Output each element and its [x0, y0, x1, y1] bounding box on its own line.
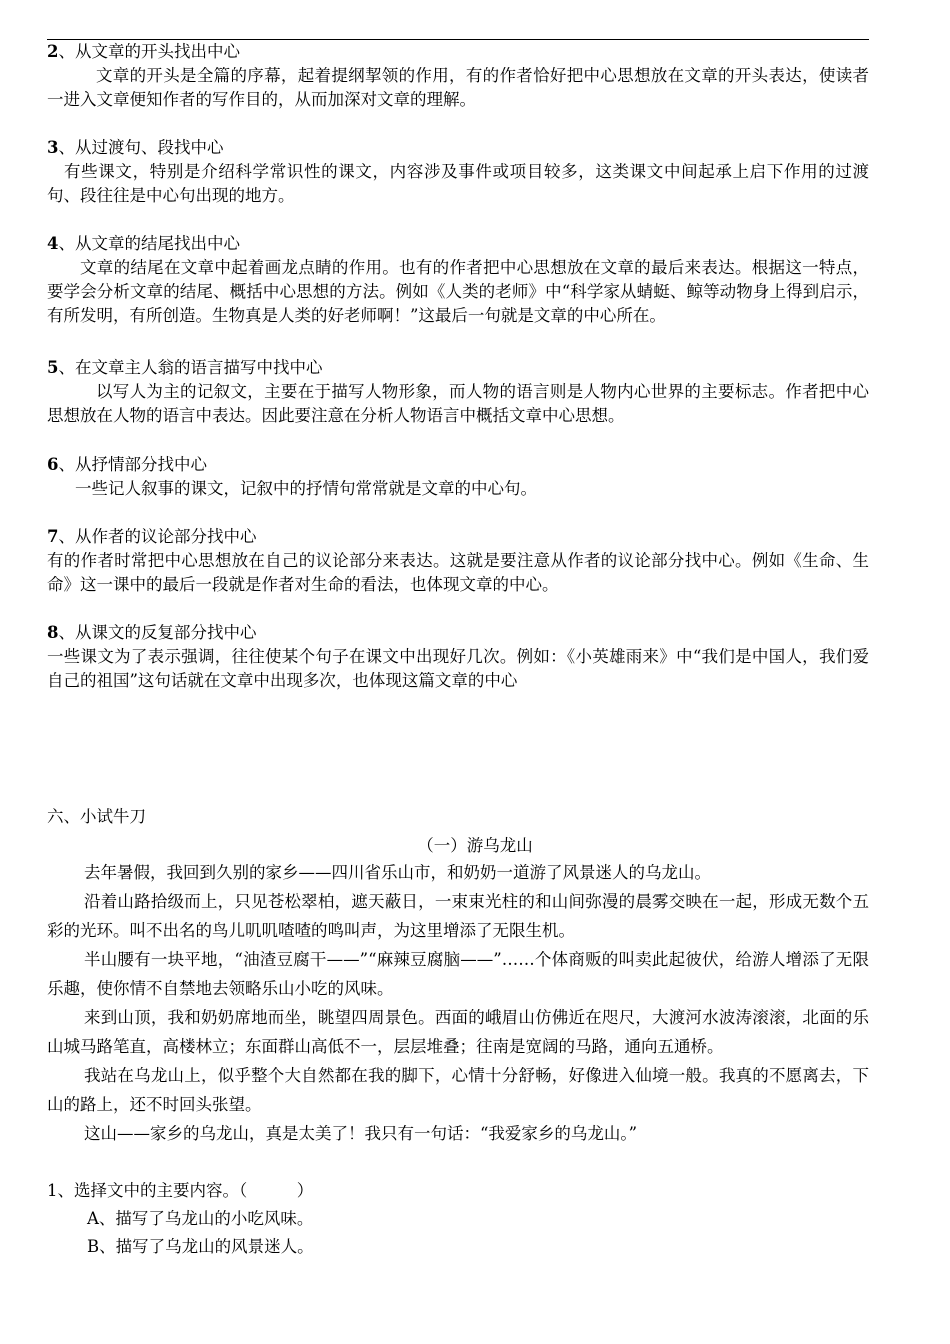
passage-paragraph: 半山腰有一块平地，“油渣豆腐干——”“麻辣豆腐脑——”……个体商贩的叫卖此起彼伏，给游人增添了无限乐趣，使你情不自禁地去领略乐山小吃的风味。 — [47, 950, 869, 998]
passage-paragraph: 去年暑假，我回到久别的家乡——四川省乐山市，和奶奶一道游了风景迷人的乌龙山。 — [84, 863, 711, 882]
passage-paragraph: 来到山顶，我和奶奶席地而坐，眺望四周景色。西面的峨眉山仿佛近在咫尺，大渡河水波涛滚滚，北面的乐山城马路笔直，高楼林立；东面群山高低不一，层层堆叠；往南是宽阔的马路，通向五通桥。 — [47, 1008, 869, 1056]
option-b[interactable]: B、描写了乌龙山的风景迷人。 — [87, 1237, 314, 1256]
question-text: 1、选择文中的主要内容。（ ） — [47, 1181, 314, 1200]
section-5 — [47, 356, 869, 428]
section-paragraph: 以写人为主的记叙文，主要在于描写人物形象，而人物的语言则是人物内心世界的主要标志。作者把中心思想放在人物的语言中表达。因此要注意在分析人物语言中概括文章中心思想。 — [47, 382, 869, 425]
passage-paragraph: 这山——家乡的乌龙山，真是太美了！我只有一句话：“我爱家乡的乌龙山。” — [84, 1124, 638, 1143]
option-a[interactable]: A、描写了乌龙山的小吃风味。 — [87, 1209, 314, 1228]
section-paragraph: 有些课文，特别是介绍科学常识性的课文，内容涉及事件或项目较多，这类课文中间起承上启下作用的过渡句、段往往是中心句出现的地方。 — [47, 162, 869, 205]
section-7 — [47, 525, 869, 597]
section-6 — [47, 453, 869, 501]
section-2 — [47, 40, 869, 112]
section-heading: 5、在文章主人翁的语言描写中找中心 — [47, 358, 323, 377]
section-8 — [47, 621, 869, 693]
question-block — [47, 1177, 869, 1261]
section-heading: 6、从抒情部分找中心 — [47, 455, 207, 474]
section-paragraph: 文章的结尾在文章中起着画龙点睛的作用。也有的作者把中心思想放在文章的最后来表达。根据这一特点，要学会分析文章的结尾、概括中心思想的方法。例如《人类的老师》中“科学家从蜻蜓、鲸等动物身上得到启示，有所发明，有所创造。生物真是人类的好老师啊！”这最后一句就是文章的中心所在。 — [47, 258, 869, 325]
section-paragraph: 有的作者时常把中心思想放在自己的议论部分来表达。这就是要注意从作者的议论部分找中心。例如《生命、生命》这一课中的最后一段就是作者对生命的看法，也体现文章的中心。 — [47, 551, 869, 594]
passage-title: （一）游乌龙山 — [417, 836, 533, 855]
section-paragraph: 一些课文为了表示强调，往往使某个句子在课文中出现好几次。例如：《小英雄雨来》中“我们是中国人，我们爱自己的祖国”这句话就在文章中出现多次，也体现这篇文章的中心 — [47, 647, 869, 690]
section-heading: 8、从课文的反复部分找中心 — [47, 623, 257, 642]
practice-heading: 六、小试牛刀 — [47, 807, 146, 826]
section-heading: 3、从过渡句、段找中心 — [47, 138, 224, 157]
passage-body — [47, 858, 869, 1148]
passage-paragraph: 沿着山路拾级而上，只见苍松翠柏，遮天蔽日，一束束光柱的和山间弥漫的晨雾交映在一起，形成无数个五彩的光环。叫不出名的鸟儿叽叽喳喳的鸣叫声，为这里增添了无限生机。 — [47, 892, 869, 940]
section-4 — [47, 232, 869, 328]
section-heading: 4、从文章的结尾找出中心 — [47, 234, 240, 253]
section-heading: 2、从文章的开头找出中心 — [47, 42, 240, 61]
section-heading: 7、从作者的议论部分找中心 — [47, 527, 257, 546]
section-paragraph: 文章的开头是全篇的序幕，起着提纲挈领的作用，有的作者恰好把中心思想放在文章的开头表达，使读者一进入文章便知作者的写作目的，从而加深对文章的理解。 — [47, 66, 869, 109]
section-3 — [47, 136, 869, 208]
section-paragraph: 一些记人叙事的课文，记叙中的抒情句常常就是文章的中心句。 — [75, 479, 537, 498]
passage-paragraph: 我站在乌龙山上，似乎整个大自然都在我的脚下，心情十分舒畅，好像进入仙境一般。我真的不愿离去，下山的路上，还不时回头张望。 — [47, 1066, 869, 1114]
